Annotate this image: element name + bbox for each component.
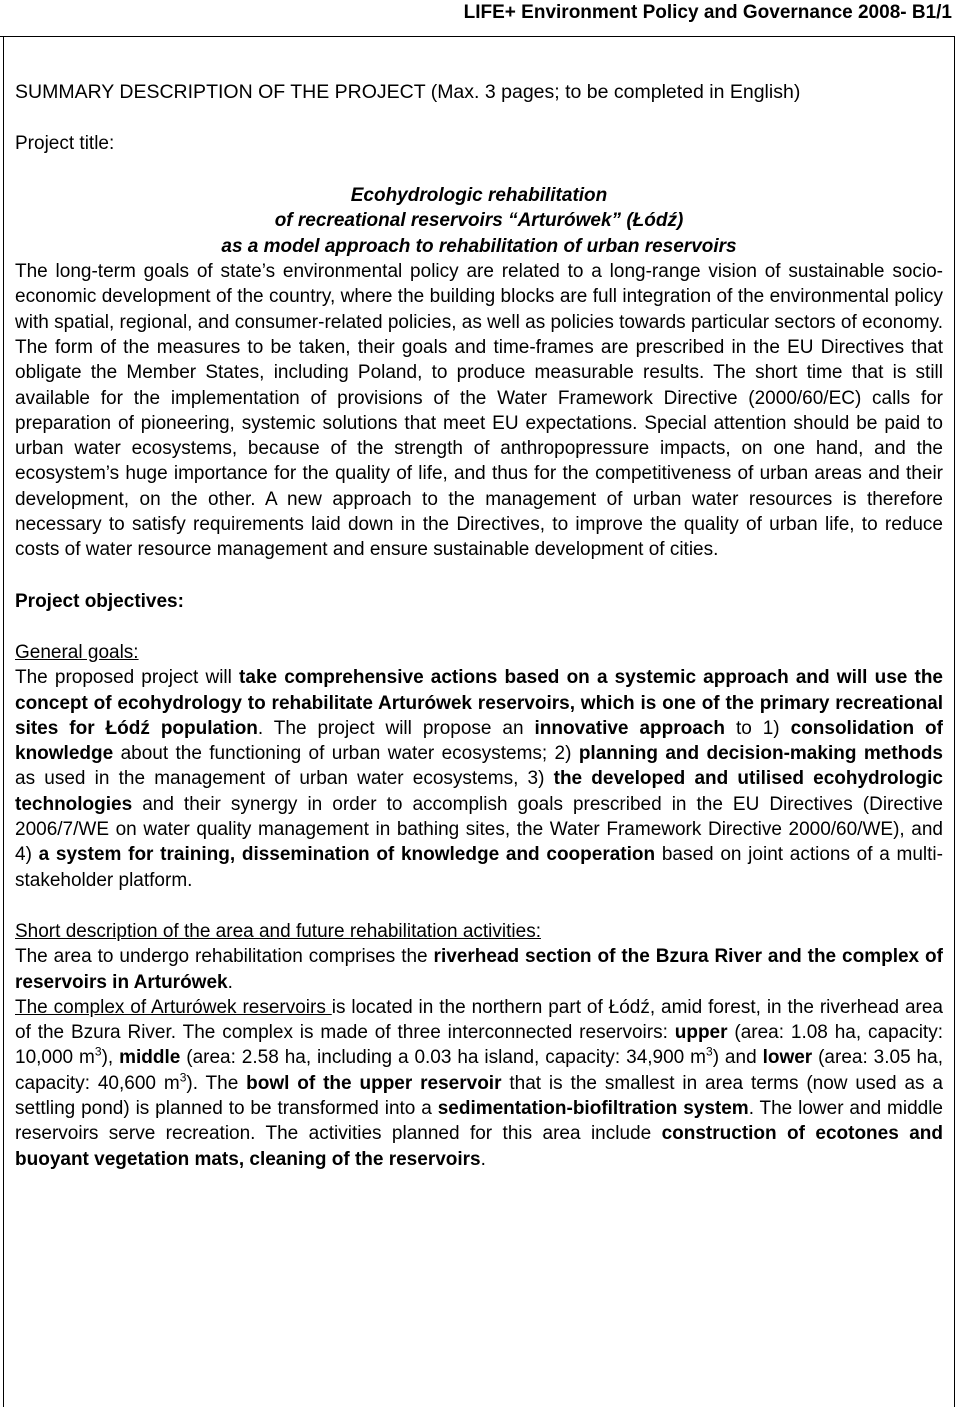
superscript-3: 3 bbox=[94, 1045, 102, 1060]
area-paragraph bbox=[15, 944, 943, 995]
goals-emphasis: the developed and utilised ecohydrologic technologies bbox=[15, 768, 943, 815]
reservoir-lower: lower bbox=[762, 1047, 813, 1069]
header-rule bbox=[0, 36, 954, 37]
right-border bbox=[954, 36, 955, 1407]
superscript-3: 3 bbox=[706, 1045, 713, 1060]
complex-text: is located in the northern part of Łódź, amid forest, in the riverhead area of the Bzura River. The complex is made of three interconnected reservoirs: bbox=[15, 996, 943, 1044]
goals-text: based on joint actions of a multi-stakeholder platform. bbox=[15, 844, 943, 891]
goals-text: and their synergy in order to accomplish goals prescribed in the EU Directives (Directive 2006/7/WE on water quality management in bathing sites, the Water Framework Directive 2000/60/WE), and 4) bbox=[15, 793, 943, 866]
area-text: The area to undergo rehabilitation comprises the bbox=[15, 946, 434, 968]
goals-text: as used in the management of urban water ecosystems, 3) bbox=[15, 768, 554, 790]
goals-emphasis: planning and decision-making methods bbox=[578, 743, 943, 765]
bowl-emphasis: bowl of the upper reservoir bbox=[246, 1072, 502, 1094]
reservoir-upper: upper bbox=[674, 1022, 728, 1044]
summary-heading: SUMMARY DESCRIPTION OF THE PROJECT (Max. 3 pages; to be completed in English) bbox=[15, 81, 801, 103]
goals-text: . The project will propose an bbox=[257, 717, 535, 739]
superscript-3: 3 bbox=[179, 1070, 187, 1085]
project-title-label: Project title: bbox=[15, 133, 115, 155]
reservoir-middle: middle bbox=[119, 1047, 181, 1069]
goals-text: to 1) bbox=[724, 717, 791, 739]
complex-text: (area: 3.05 ha, capacity: 40,600 m bbox=[15, 1047, 943, 1094]
intro-paragraph: The long-term goals of state’s environmental policy are related to a long-range vision of sustainable socio-economic development of the country, where the building blocks are full integration of the environmental policy with spatial, regional, and consumer-related policies, as well as policies towards particular sectors of economy. The form of the measures to be taken, their goals and time-frames are prescribed in the EU Directives that obligate the Member States, including Poland, to produce measurable results. The short time that is still available for the implementation of provisions of the Water Framework Directive (2000/60/EC) calls for preparation of pioneering, systemic solutions that meet EU expectations. Special attention should be paid to urban water ecosystems, because of the strength of anthropopressure impacts, on one hand, and the ecosystem’s huge importance for the quality of life, and thus for the competitiveness of urban areas and their development, on the other. A new approach to the management of urban water resources is therefore necessary to satisfy requirements laid down in the Directives, to improve the quality of urban life, to reduce costs of water resource management and ensure sustainable development of cities. bbox=[15, 261, 943, 561]
complex-text: ). The bbox=[186, 1072, 247, 1094]
complex-paragraph bbox=[15, 995, 943, 1172]
goals-text: about the functioning of urban water ecosystems; 2) bbox=[113, 743, 579, 765]
area-emphasis: riverhead section of the Bzura River and the complex of reservoirs in Arturówek bbox=[15, 946, 943, 993]
project-title-line-2: of recreational reservoirs “Arturówek” (Łódź) bbox=[274, 210, 684, 232]
complex-text: . bbox=[480, 1148, 486, 1170]
goals-emphasis: take comprehensive actions based on a systemic approach and will use the concept of ecohydrology to rehabilitate Arturówek reservoirs, which is one of the primary recreational sites for Łódź population bbox=[15, 667, 943, 739]
goals-emphasis: a system for training, dissemination of knowledge and cooperation bbox=[38, 844, 656, 866]
complex-text: (area: 2.58 ha, including a 0.03 ha island, capacity: 34,900 m bbox=[180, 1047, 706, 1069]
goals-emphasis: innovative approach bbox=[534, 717, 725, 739]
general-goals-paragraph bbox=[15, 665, 943, 893]
left-border bbox=[3, 36, 4, 1407]
complex-text: . The lower and middle reservoirs serve recreation. The activities planned for this area include bbox=[15, 1098, 943, 1145]
complex-text: ), bbox=[101, 1047, 120, 1069]
project-title bbox=[15, 183, 943, 260]
general-goals-heading: General goals: bbox=[15, 641, 139, 663]
complex-text: that is the smallest in area terms (now used as a settling pond) is planned to be transformed into a bbox=[15, 1072, 943, 1119]
document-header: LIFE+ Environment Policy and Governance 2008- B1/1 bbox=[463, 2, 952, 23]
complex-text: ) and bbox=[712, 1047, 763, 1069]
complex-underlined: The complex of Arturówek reservoirs bbox=[15, 996, 332, 1018]
document-body bbox=[15, 80, 943, 1172]
area-text: . bbox=[227, 971, 233, 993]
project-title-line-1: Ecohydrologic rehabilitation bbox=[350, 184, 608, 206]
objectives-heading: Project objectives: bbox=[15, 590, 184, 612]
sedimentation-emphasis: sedimentation-biofiltration system bbox=[437, 1098, 749, 1119]
construction-emphasis: construction of ecotones and buoyant vegetation mats, cleaning of the reservoirs bbox=[15, 1123, 943, 1170]
area-heading: Short description of the area and future rehabilitation activities: bbox=[15, 920, 541, 942]
complex-text: (area: 1.08 ha, capacity: 10,000 m bbox=[15, 1022, 943, 1069]
goals-text: The proposed project will bbox=[15, 667, 240, 689]
goals-emphasis: consolidation of knowledge bbox=[15, 717, 943, 765]
project-title-line-3: as a model approach to rehabilitation of urban reservoirs bbox=[221, 235, 737, 257]
